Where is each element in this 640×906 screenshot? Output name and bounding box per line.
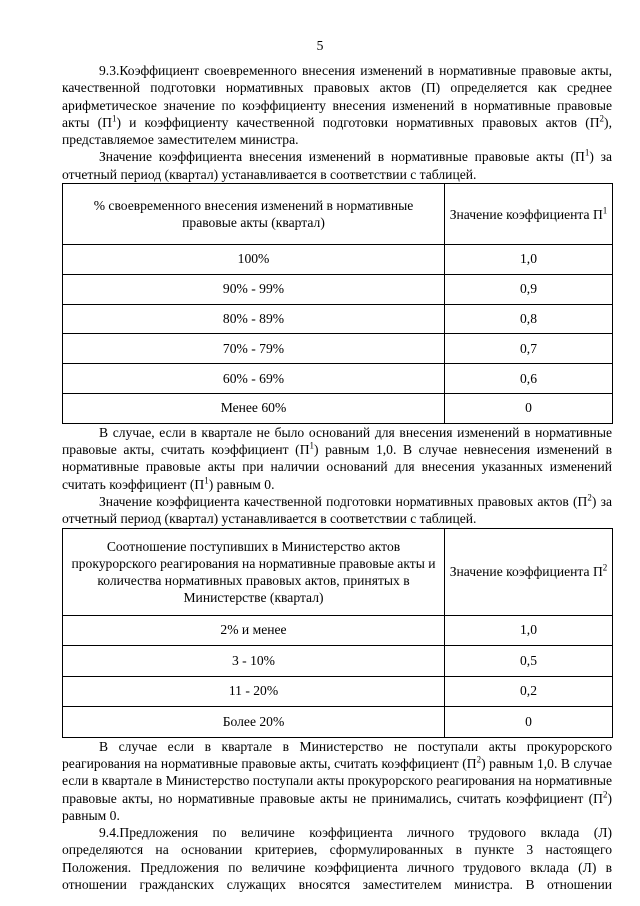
- table-cell-value: 1,0: [445, 245, 613, 275]
- table-row: [63, 646, 613, 677]
- text: ) равным 1,0. В случае невнесения изменений в нормативные правовые акты при наличии оснований для внесения указанных изменений считать коэффициент (П: [62, 442, 612, 492]
- superscript: 1: [584, 147, 590, 158]
- table-cell-value: 0,5: [445, 646, 613, 677]
- paragraph-9-3: [62, 62, 612, 148]
- header-ratio: Соотношение поступивших в Министерство актов прокурорского реагирования на нормативные правовые акты и количества нормативных правовых актов, принятых в Министерстве (квартал): [63, 528, 445, 615]
- table-cell-range: 90% - 99%: [63, 274, 445, 304]
- superscript: 1: [112, 113, 117, 124]
- table-cell-value: 0: [445, 394, 613, 424]
- table-cell-value: 0,6: [445, 364, 613, 394]
- document-body: [62, 62, 612, 893]
- table-cell-range: Менее 60%: [63, 394, 445, 424]
- text: ) и коэффициенту качественной подготовки нормативных правовых актов (П: [116, 114, 600, 130]
- table-row: [63, 615, 613, 646]
- table-cell-value: 1,0: [445, 615, 613, 646]
- superscript: 2: [602, 562, 608, 573]
- page-number: 5: [316, 38, 324, 53]
- table-row: [63, 707, 613, 738]
- text: ) равным 1,0. В случае если в квартале в Министерство поступали акты прокурорского реагирования на нормативные правовые акты, но нормативные правовые акты не принимались, считать коэффициент (П: [62, 755, 612, 806]
- table-row: [63, 245, 613, 275]
- table-row: [63, 334, 613, 364]
- table-cell-range: 80% - 89%: [63, 304, 445, 334]
- paragraph-table2-note: [62, 738, 612, 824]
- table-row: [63, 364, 613, 394]
- superscript: 2: [476, 754, 482, 765]
- paragraph-table1-intro: [62, 148, 612, 183]
- text: ), представляемое заместителем министра.: [62, 114, 612, 148]
- header-coefficient: [445, 184, 613, 245]
- paragraph-table1-note: [62, 424, 612, 493]
- coefficient-table-1: [62, 183, 613, 424]
- paragraph-9-4: 9.4.Предложения по величине коэффициента личного трудового вклада (Л) определяются на основании критериев, сформулированных в пункте 3 настоящего Положения. Предложения по величине коэффициента личного трудового вклада (Л) в отношении гражданских служащих вносятся заместителем министра. В отношении: [62, 825, 612, 893]
- table-cell-range: 3 - 10%: [63, 646, 445, 677]
- coefficient-table-2: [62, 528, 613, 738]
- text: ) равным 0.: [208, 476, 275, 492]
- text: Значение коэффициента внесения изменений в нормативные правовые акты (П: [99, 149, 585, 165]
- table-header-row: [63, 184, 613, 245]
- header-percentage: % своевременного внесения изменений в нормативные правовые акты (квартал): [63, 184, 445, 245]
- table-cell-value: 0,9: [445, 274, 613, 304]
- table-row: [63, 676, 613, 707]
- table-cell-range: 100%: [63, 245, 445, 275]
- table-cell-range: 70% - 79%: [63, 334, 445, 364]
- table-cell-range: Более 20%: [63, 707, 445, 738]
- table-cell-value: 0: [445, 707, 613, 738]
- text: ) за отчетный период (квартал) устанавливается в соответствии с таблицей.: [62, 494, 612, 527]
- text: ) за отчетный период (квартал) устанавливается в соответствии с таблицей.: [62, 149, 612, 182]
- table-cell-value: 0,7: [445, 334, 613, 364]
- table-row: [63, 304, 613, 334]
- table-cell-range: 60% - 69%: [63, 364, 445, 394]
- text: Значение коэффициента П: [449, 206, 603, 222]
- table-cell-value: 0,2: [445, 676, 613, 707]
- superscript: 1: [309, 440, 315, 451]
- text: Значение коэффициента П: [449, 564, 603, 580]
- text: ) равным 0.: [62, 790, 612, 823]
- table-cell-range: 2% и менее: [63, 615, 445, 646]
- superscript: 2: [587, 492, 592, 503]
- text: В случае, если в квартале не было оснований для внесения изменений в нормативные правовые акты, считать коэффициент (П: [62, 424, 612, 458]
- superscript: 1: [602, 205, 608, 216]
- table-row: [63, 394, 613, 424]
- table-header-row: [63, 528, 613, 615]
- superscript: 2: [599, 113, 605, 124]
- header-coefficient: [445, 528, 613, 615]
- table-row: [63, 274, 613, 304]
- paragraph-table2-intro: [62, 493, 612, 528]
- text: 9.3.Коэффициент своевременного внесения изменений в нормативные правовые акты, качественной подготовки нормативных правовых актов (П) определяется как среднее арифметическое значение по коэффициенту внесения изменений в нормативные правовые акты (П: [62, 63, 612, 130]
- text: Значение коэффициента качественной подготовки нормативных правовых актов (П: [99, 494, 588, 510]
- superscript: 1: [204, 475, 209, 486]
- table-cell-value: 0,8: [445, 304, 613, 334]
- table-cell-range: 11 - 20%: [63, 676, 445, 707]
- superscript: 2: [602, 789, 608, 799]
- text: В случае если в квартале в Министерство не поступали акты прокурорского реагирования на нормативные правовые акты, считать коэффициент (П: [62, 738, 612, 771]
